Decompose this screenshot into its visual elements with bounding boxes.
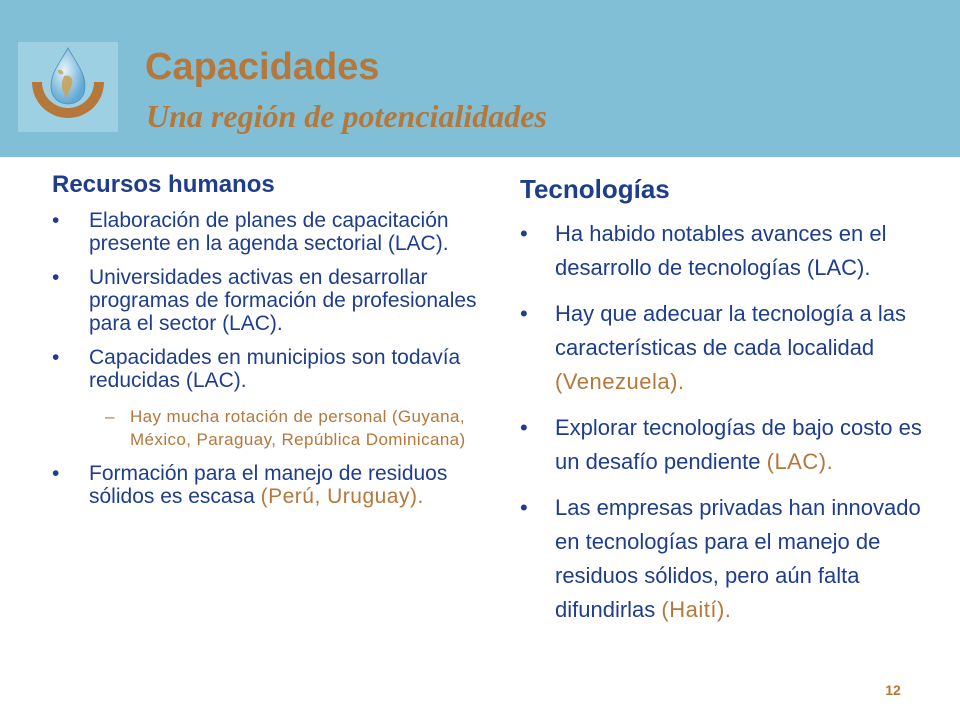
technologies-column xyxy=(520,170,950,627)
bullet-icon: • xyxy=(520,221,528,246)
bullet-icon: • xyxy=(520,415,528,440)
list-item-text: Elaboración de planes de capacitación presente en la agenda sectorial (LAC). xyxy=(89,209,449,255)
human-resources-column xyxy=(52,168,477,508)
list-item-text: Universidades activas en desarrollar programas de formación de profesionales para el sector (LAC). xyxy=(89,266,477,335)
bullet-icon: • xyxy=(52,346,60,369)
technologies-heading: Tecnologías xyxy=(520,174,670,204)
bullet-icon: • xyxy=(52,266,60,289)
bullet-icon: • xyxy=(520,495,528,520)
list-item-text: Las empresas privadas han innovado en tecnologías para el manejo de residuos sólidos, pero aún falta difundirlas xyxy=(555,495,921,622)
list-item xyxy=(52,209,477,255)
sub-list xyxy=(89,405,477,451)
bullet-icon: • xyxy=(52,462,60,485)
country-reference: (LAC). xyxy=(766,449,834,474)
list-item-text: Formación para el manejo de residuos sólidos es escasa xyxy=(89,462,448,508)
list-item xyxy=(520,217,950,285)
water-drop-globe-logo xyxy=(18,42,118,132)
list-item-text: Ha habido notables avances en el desarrollo de tecnologías (LAC). xyxy=(555,221,887,280)
country-reference: (Haití). xyxy=(661,597,732,622)
list-item xyxy=(520,297,950,399)
slide-title: Capacidades xyxy=(145,46,380,88)
bullet-icon: • xyxy=(520,301,528,326)
technologies-list xyxy=(520,217,950,627)
list-item xyxy=(520,411,950,479)
page-number: 12 xyxy=(885,682,901,698)
human-resources-heading: Recursos humanos xyxy=(52,171,275,198)
list-item-text: Capacidades en municipios son todavía reducidas (LAC). xyxy=(89,346,461,392)
sub-list-item xyxy=(89,405,477,451)
country-reference: (Perú, Uruguay). xyxy=(260,485,424,508)
list-item xyxy=(52,462,477,508)
sub-list-item-text: Hay mucha rotación de personal (Guyana, México, Paraguay, República Dominicana) xyxy=(130,407,466,449)
slide-subtitle: Una región de potencialidades xyxy=(146,98,547,134)
country-reference: (Venezuela). xyxy=(555,369,685,394)
bullet-icon: • xyxy=(52,209,60,232)
list-item-text: Explorar tecnologías de bajo costo es un desafío pendiente xyxy=(555,415,922,474)
list-item xyxy=(520,491,950,627)
header-banner xyxy=(0,0,960,157)
list-item-text: Hay que adecuar la tecnología a las características de cada localidad xyxy=(555,301,907,360)
list-item xyxy=(52,266,477,335)
list-item xyxy=(52,346,477,451)
dash-icon: – xyxy=(105,407,115,426)
human-resources-list xyxy=(52,209,477,508)
